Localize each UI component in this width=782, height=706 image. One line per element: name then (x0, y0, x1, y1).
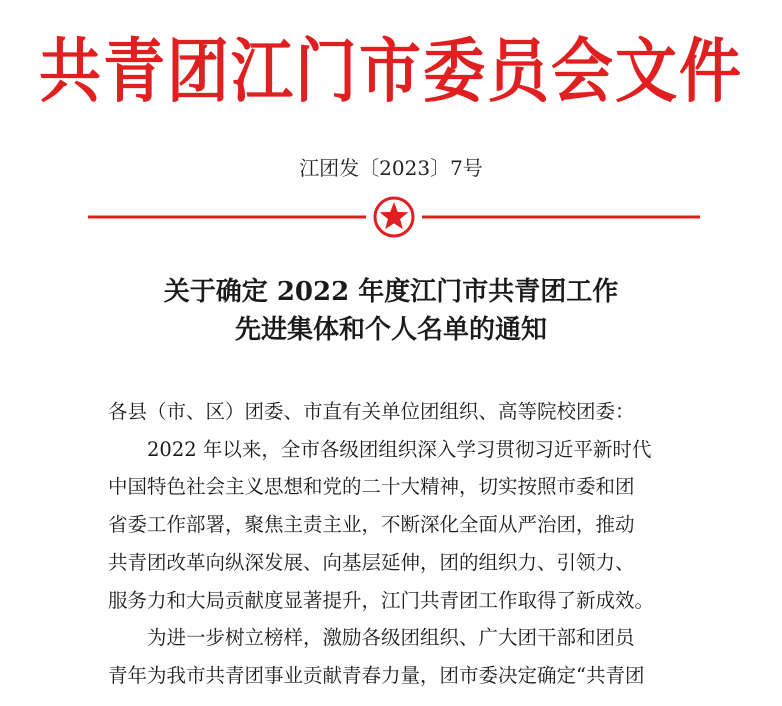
issuer-title: 共青团江门市委员会文件 (38, 30, 743, 113)
notice-title-line-2: 先进集体和个人名单的通知 (234, 315, 547, 345)
notice-title (0, 273, 782, 349)
red-star-icon (375, 198, 413, 236)
paragraph-1-line: 服务力和大局贡献度显著提升，江门共青团工作取得了新成效。 (108, 588, 655, 612)
paragraph-2-line: 青年为我市共青团事业贡献青春力量，团市委决定确定“共青团 (108, 663, 645, 687)
paragraph-2-line: 为进一步树立榜样，激励各级团组织、广大团干部和团员 (147, 626, 635, 650)
paragraph-1-line: 省委工作部署，聚焦主责主业，不断深化全面从严治团，推动 (108, 513, 635, 537)
notice-body (108, 393, 693, 695)
paragraph-1-line: 2022 年以来，全市各级团组织深入学习贯彻习近平新时代 (147, 437, 652, 461)
red-divider (88, 195, 700, 239)
paragraph-1-line: 共青团改革向纵深发展、向基层延伸，团的组织力、引领力、 (108, 550, 635, 574)
document-number: 江团发〔2023〕7号 (299, 156, 483, 180)
salutation: 各县（市、区）团委、市直有关单位团组织、高等院校团委： (108, 400, 635, 423)
paragraph-1-line: 中国特色社会主义思想和党的二十大精神，切实按照市委和团 (108, 475, 635, 499)
notice-title-line-1: 关于确定 2022 年度江门市共青团工作 (163, 277, 619, 307)
